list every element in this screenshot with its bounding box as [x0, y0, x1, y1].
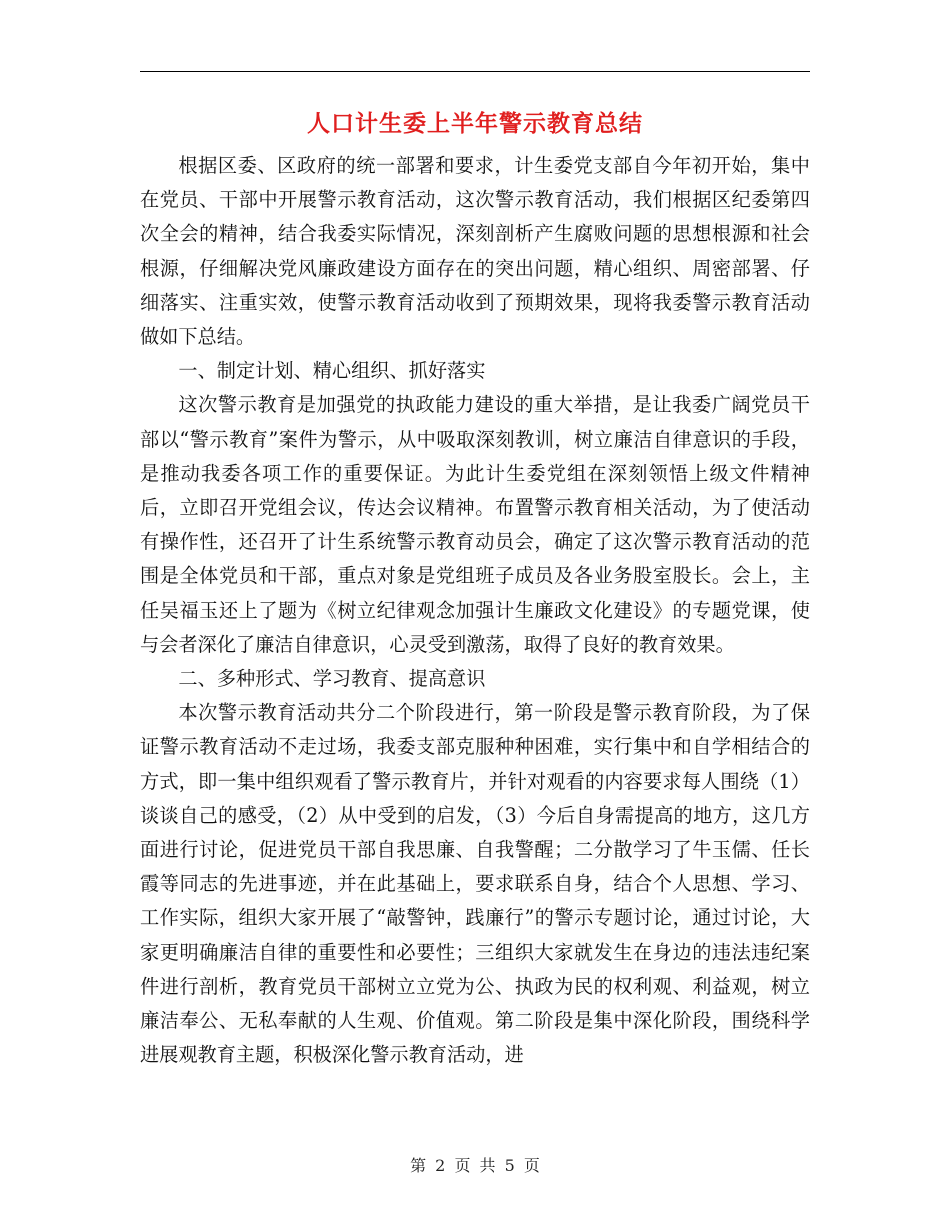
section-1-paragraph: 这次警示教育是加强党的执政能力建设的重大举措，是让我委广阔党员干部以“警示教育”案件为警示，从中吸取深刻教训，树立廉洁自律意识的手段，是推动我委各项工作的重要保证。为此计生委党组在深刻领悟上级文件精神后，立即召开党组会议，传达会议精神。布置警示教育相关活动，为了使活动有操作性，还召开了计生系统警示教育动员会，确定了这次警示教育活动的范围是全体党员和干部，重点对象是党组班子成员及各业务股室股长。会上，主任吴福玉还上了题为《树立纪律观念加强计生廉政文化建设》的专题党课，使与会者深化了廉洁自律意识，心灵受到激荡，取得了良好的教育效果。 — [140, 393, 810, 656]
section-heading-1: 一、制定计划、精心组织、抓好落实 — [178, 359, 486, 383]
section-2-paragraph: 本次警示教育活动共分二个阶段进行，第一阶段是警示教育阶段，为了保证警示教育活动不走过场，我委支部克服种种困难，实行集中和自学相结合的方式，即一集中组织观看了警示教育片，并针对观看的内容要求每人围绕（1）谈谈自己的感受，（2）从中受到的启发，（3）今后自身需提高的地方，这几方面进行讨论，促进党员干部自我思廉、自我警醒；二分散学习了牛玉儒、任长霞等同志的先进事迹，并在此基础上，要求联系自身，结合个人思想、学习、工作实际，组织大家开展了“敲警钟，践廉行”的警示专题讨论，通过讨论，大家更明确廉洁自律的重要性和必要性；三组织大家就发生在身边的违法违纪案件进行剖析，教育党员干部树立立党为公、执政为民的权利观、利益观，树立廉洁奉公、无私奉献的人生观、价值观。第二阶段是集中深化阶段，围绕科学进展观教育主题，积极深化警示教育活动，进 — [140, 701, 810, 1067]
header-rule — [140, 71, 810, 72]
document-body — [140, 149, 810, 1072]
section-heading-2: 二、多种形式、学习教育、提高意识 — [178, 667, 486, 691]
page-number: 第 2 页 共 5 页 — [410, 1156, 540, 1175]
document-title: 人口计生委上半年警示教育总结 — [307, 111, 643, 137]
intro-paragraph: 根据区委、区政府的统一部署和要求，计生委党支部自今年初开始，集中在党员、干部中开展警示教育活动，这次警示教育活动，我们根据区纪委第四次全会的精神，结合我委实际情况，深刻剖析产生腐败问题的思想根源和社会根源，仔细解决党风廉政建设方面存在的突出问题，精心组织、周密部署、仔细落实、注重实效，使警示教育活动收到了预期效果，现将我委警示教育活动做如下总结。 — [140, 154, 810, 349]
